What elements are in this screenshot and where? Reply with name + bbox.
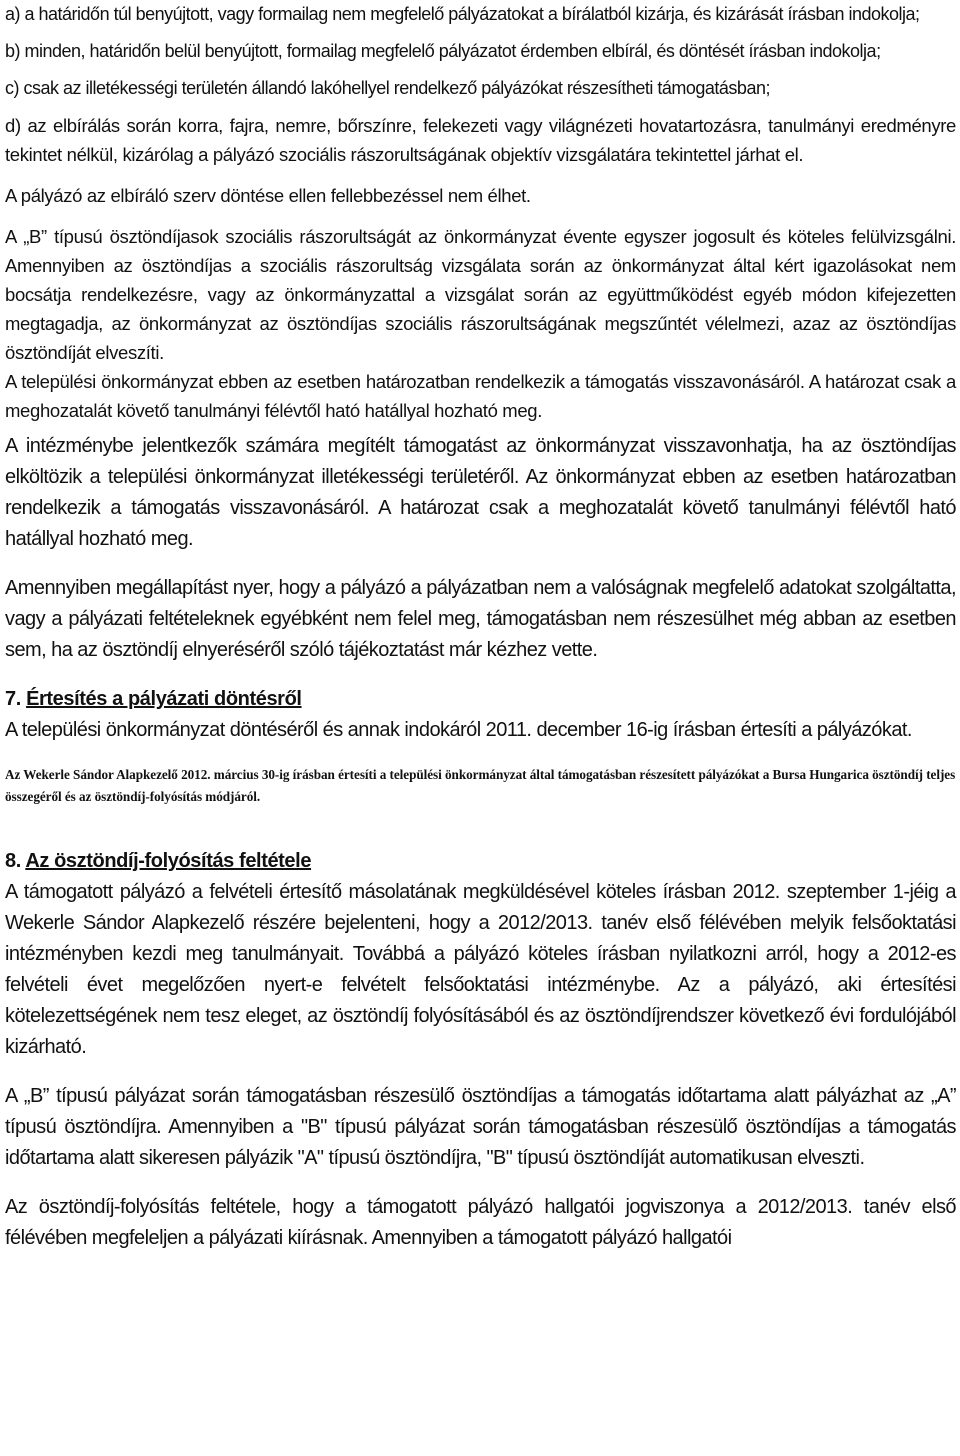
section-8-body-2: A „B” típusú pályázat során támogatásban részesülő ösztöndíjas a támogatás időtartama alatt pályázhat az „A” típusú ösztöndíjra. Amennyiben a "B" típusú pályázat során támogatásban részesülő ösztöndíjas a támogatás időtartama alatt sikeresen pályázik "A" típusú ösztöndíjra, "B" típusú ösztöndíját automatikusan elveszti. [5,1085,956,1169]
false-data-paragraph: Amennyiben megállapítást nyer, hogy a pályázó a pályázatban nem a valóságnak megfelelő adatokat szolgáltatta, vagy a pályázati feltételeknek egyébként nem felel meg, támogatásban nem részesülhet még abban az esetben sem, ha az ösztöndíj elnyeréséről szóló tájékoztatást már kézhez vette. [5,577,956,661]
section-7-note: Az Wekerle Sándor Alapkezelő 2012. március 30-ig írásban értesíti a települési önkormányzat által támogatásban részesített pályázókat a Bursa Hungarica ösztöndíj teljes összegéről és az ösztöndíj-folyósítás módjáról. [5,767,956,804]
list-item-b: b) minden, határidőn belül benyújtott, formailag megfelelő pályázatot érdemben elbírál, és döntését írásban indokolja; [5,41,881,61]
revocation-paragraph: A települési önkormányzat ebben az esetben határozatban rendelkezik a támogatás visszavonásáról. A határozat csak a meghozatalát követő tanulmányi félévtől ható hatállyal hozható meg. [5,371,956,421]
section-8-number: 8. [5,850,21,872]
institution-paragraph: A intézménybe jelentkezők számára megítélt támogatást az önkormányzat visszavonhatja, ha az ösztöndíjas elköltözik a települési önkormányzat illetékességi területéről. Az önkormányzat ebben az esetben határozatban rendelkezik a támogatás visszavonásáról. A határozat csak a meghozatalát követő tanulmányi félévtől ható hatállyal hozható meg. [5,435,956,550]
section-7-heading [5,684,956,715]
list-item-c: c) csak az illetékességi területén állandó lakóhellyel rendelkező pályázókat részesítheti támogatásban; [5,78,770,98]
section-7-number: 7. [5,688,21,710]
section-8-body-3: Az ösztöndíj-folyósítás feltétele, hogy a támogatott pályázó hallgatói jogviszonya a 2012/2013. tanév első félévében megfeleljen a pályázati kiírásnak. Amennyiben a támogatott pályázó hallgatói [5,1196,956,1249]
section-8-title: Az ösztöndíj-folyósítás feltétele [25,850,312,872]
section-7-body: A települési önkormányzat döntéséről és annak indokáról 2011. december 16-ig írásban értesíti a pályázókat. [5,719,912,741]
appeal-paragraph: A pályázó az elbíráló szerv döntése ellen fellebbezéssel nem élhet. [5,185,531,206]
list-item-a: a) a határidőn túl benyújtott, vagy formailag nem megfelelő pályázatokat a bírálatból kizárja, és kizárását írásban indokolja; [5,4,920,24]
b-type-review-paragraph: A „B” típusú ösztöndíjasok szociális rászorultságát az önkormányzat évente egyszer jogosult és köteles felülvizsgálni. Amennyiben az ösztöndíjas a szociális rászorultság vizsgálata során az önkormányzat által kért igazolásokat nem bocsátja rendelkezésre, vagy az önkormányzattal a vizsgálat során az együttműködést egyéb módon kifejezetten megtagadja, az önkormányzat az ösztöndíjas szociális rászorultságának megszűntét vélelmezi, azaz az ösztöndíjas ösztöndíját elveszíti. [5,226,956,363]
list-item-d: d) az elbírálás során korra, fajra, nemre, bőrszínre, felekezeti vagy világnézeti hovatartozásra, tanulmányi eredményre tekintet nélkül, kizárólag a pályázó szociális rászorultságának objektív vizsgálatára tekintettel járhat el. [5,115,956,165]
document-page [5,0,956,1254]
section-7-title: Értesítés a pályázati döntésről [26,688,302,710]
section-8-heading [5,846,956,877]
section-8-body-1: A támogatott pályázó a felvételi értesítő másolatának megküldésével köteles írásban 2012. szeptember 1-jéig a Wekerle Sándor Alapkezelő részére bejelenteni, hogy a 2012/2013. tanév első félévében melyik felsőoktatási intézményben kezdi meg tanulmányait. Továbbá a pályázó köteles írásban nyilatkozni arról, hogy a 2012-es felvételi évet megelőzően nyert-e felvételt felsőoktatási intézménybe. Az a pályázó, aki értesítési kötelezettségének nem tesz eleget, az ösztöndíj folyósításából és az ösztöndíjrendszer következő évi fordulójából kizárható. [5,881,956,1058]
